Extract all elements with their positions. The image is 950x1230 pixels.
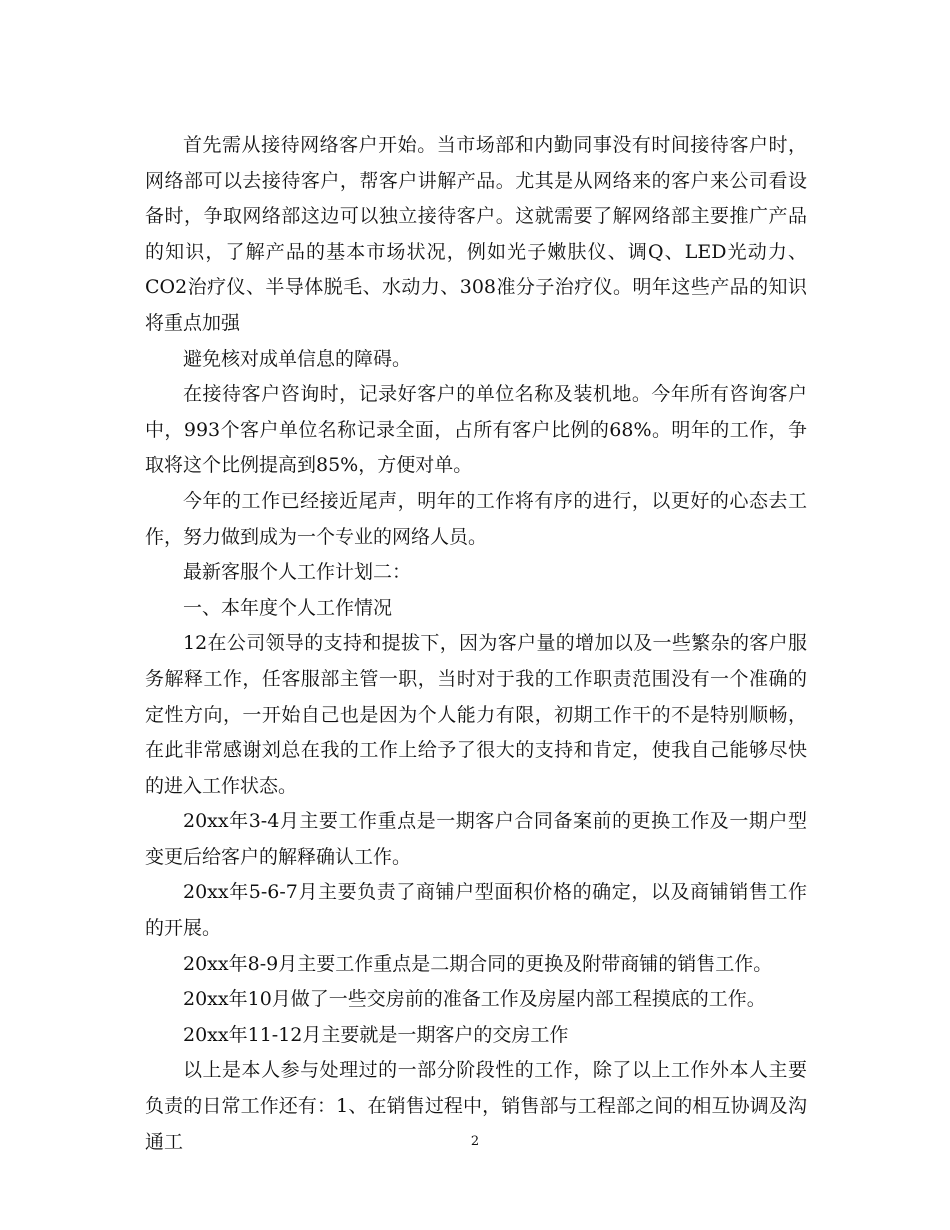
paragraph: 20xx年3-4月主要工作重点是一期客户合同备案前的更换工作及一期户型变更后给客户的解释确认工作。 — [145, 810, 807, 868]
section-heading: 一、本年度个人工作情况 — [183, 596, 393, 619]
section-heading: 最新客服个人工作计划二： — [183, 561, 412, 584]
page-number: 2 — [470, 1134, 480, 1149]
document-body — [145, 128, 807, 1160]
paragraph: 避免核对成单信息的障碍。 — [183, 347, 412, 370]
paragraph: 以上是本人参与处理过的一部分阶段性的工作，除了以上工作外本人主要负责的日常工作还有：1、在销售过程中，销售部与工程部之间的相互协调及沟通工 — [145, 1059, 807, 1153]
paragraph: 20xx年10月做了一些交房前的准备工作及房屋内部工程摸底的工作。 — [183, 988, 766, 1011]
paragraph: 今年的工作已经接近尾声，明年的工作将有序的进行，以更好的心态去工作，努力做到成为一个专业的网络人员。 — [145, 489, 807, 548]
paragraph: 20xx年11-12月主要就是一期客户的交房工作 — [183, 1023, 569, 1046]
paragraph: 12在公司领导的支持和提拔下，因为客户量的增加以及一些繁杂的客户服务解释工作，任客服部主管一职，当时对于我的工作职责范围没有一个准确的定性方向，一开始自己也是因为个人能力有限，初期工作干的不是特别顺畅，在此非常感谢刘总在我的工作上给予了很大的支持和肯定，使我自己能够尽快的进入工作状态。 — [145, 632, 807, 797]
paragraph: 在接待客户咨询时，记录好客户的单位名称及装机地。今年所有咨询客户中，993个客户单位名称记录全面，占所有客户比例的68%。明年的工作，争取将这个比例提高到85%，方便对单。 — [145, 383, 807, 477]
paragraph: 20xx年5-6-7月主要负责了商铺户型面积价格的确定，以及商铺销售工作的开展。 — [145, 881, 807, 940]
paragraph: 20xx年8-9月主要工作重点是二期合同的更换及附带商铺的销售工作。 — [183, 952, 773, 975]
paragraph: 首先需从接待网络客户开始。当市场部和内勤同事没有时间接待客户时，网络部可以去接待客户，帮客户讲解产品。尤其是从网络来的客户来公司看设备时，争取网络部这边可以独立接待客户。这就需要了解网络部主要推广产品的知识，了解产品的基本市场状况，例如光子嫩肤仪、调Q、LED光动力、CO2治疗仪、半导体脱毛、水动力、308准分子治疗仪。明年这些产品的知识将重点加强 — [145, 134, 807, 334]
